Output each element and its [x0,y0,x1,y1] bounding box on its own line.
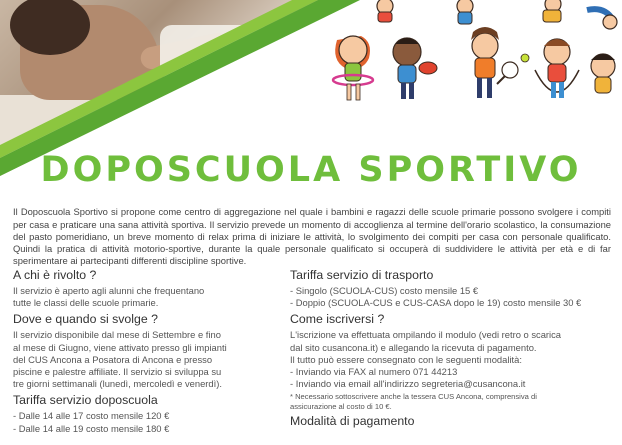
section-heading: Come iscriversi ? [290,312,385,327]
section-heading: Modalità di pagamento [290,414,415,429]
kid-figure-2 [457,0,473,24]
left-column [13,268,278,438]
email-line: - Inviando via email all'indirizzo segreteria@cusancona.it [290,378,526,390]
text-line: Il servizio è aperto agli alunni che frequentano [13,285,205,296]
section-where-when [13,312,278,390]
kid-with-ball [393,38,437,99]
kid-tennis [471,27,529,98]
fax-line: - Inviando via FAX al numero 071 44213 [290,366,458,378]
text-line: L'iscrizione va effettuata ompilando il modulo (vedi retro o scarica [290,329,562,341]
section-payment [290,414,610,429]
kid-figure-4 [587,9,617,29]
footnote-line: * Necessario sottoscrivere anche la tessera CUS Ancona, comprensiva di [290,392,537,402]
price-line: - Dalle 14 alle 17 costo mensile 120 € [13,410,170,422]
price-line: - Dalle 14 alle 19 costo mensile 180 € [13,422,170,434]
section-afterschool-fee [13,393,278,434]
text-line: tutte le classi delle scuole primarie. [13,297,159,309]
footnote-line: assicurazione al costo di 10 €. [290,401,392,411]
price-line: - Doppio (SCUOLA-CUS e CUS-CASA dopo le 19) costo mensile 30 € [290,297,582,309]
text-line: piscine e palestre affiliate. Il servizio si sviluppa su [13,366,222,378]
kid-hula-hoop [333,36,373,100]
section-how-to-enroll [290,312,610,411]
text-line: Il servizio disponibile dal mese di Settembre e fino [13,329,221,341]
text-line: Il tutto può essere consegnato con le seguenti modalità: [290,353,522,365]
text-line: del CUS Ancona a Posatora di Ancona e presso [13,353,213,365]
intro-paragraph: Il Doposcuola Sportivo si propone come centro di aggregazione nel quale i bambini e ragazzi delle scuole primarie possono svolgere i compiti per casa e praticare una sana attività sportiva. Il servizio prevede un momento di accoglienza al termine dell'orario scolastico, la consumazione del pasto pomeridiano, un breve momento di relax prima di iniziare le attività, lo svolgimento dei compiti per casa con personale qualificato. Quindi la pratica di attività motorio-sportive, durante la quale personale qualificato si occuperà di suddividere le attività per età e di far sperimentare ai partecipanti differenti discipline sportive. [13,206,611,267]
section-heading: Tariffa servizio doposcuola [13,393,158,408]
text-line: al mese di Giugno, viene attivato presso gli impianti [13,341,227,353]
section-heading: Dove e quando si svolge ? [13,312,158,327]
price-line: - Singolo (SCUOLA-CUS) costo mensile 15 € [290,285,479,296]
cartoon-kids-illustration [325,0,622,110]
section-heading: A chi è rivolto ? [13,268,97,282]
section-heading: Tariffa servizio di trasporto [290,268,434,282]
kid-jump-rope [535,39,579,98]
text-line: dal sito cusancona.it) e allegando la ricevuta di pagamento. [290,341,537,353]
kid-figure-3 [543,0,561,22]
kid-running [591,54,615,93]
footnote [290,392,610,411]
text-line: tre giorni settimanali (lunedì, mercoledì e venerdì). [13,378,222,390]
kid-figure-1 [377,0,393,22]
section-transport-fee [290,268,610,309]
section-target-audience [13,268,278,309]
right-column [290,268,610,432]
page-title: DOPOSCUOLA SPORTIVO [40,150,582,190]
